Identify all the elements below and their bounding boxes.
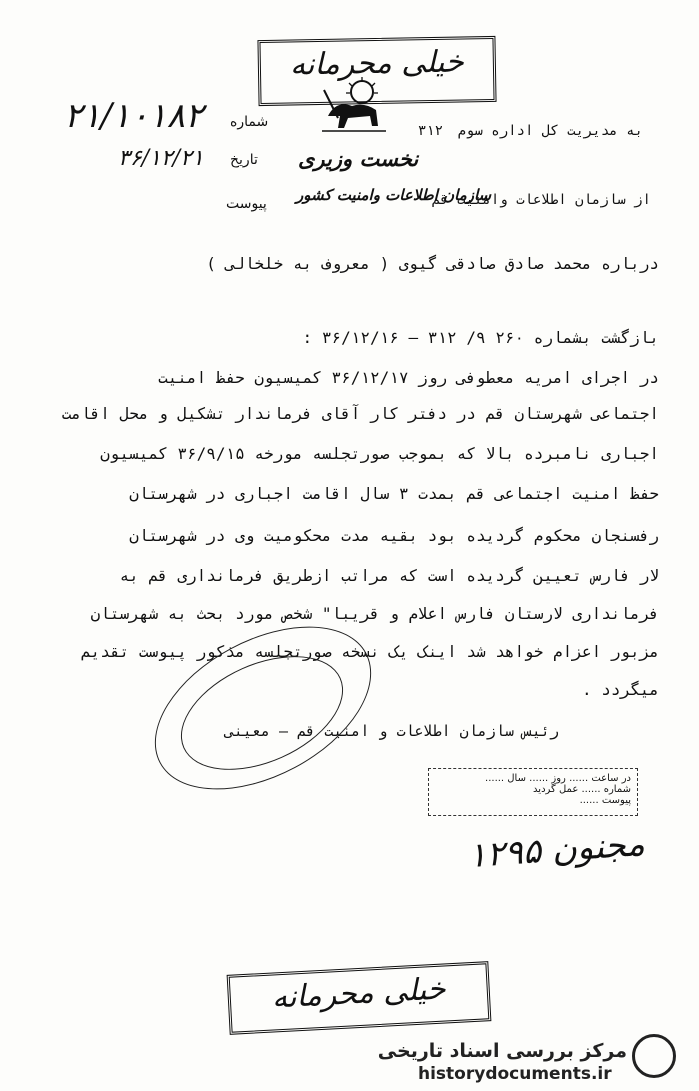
- classification-stamp-top-text: خیلی محرمانه: [289, 44, 465, 83]
- received-stamp: [428, 768, 638, 816]
- body-line-2: در اجرای امریه معطوفی روز ۳۶/۱۲/۱۷ کمیسیون حفظ امنیت: [158, 368, 659, 387]
- office-name-handwritten: نخست وزیری: [298, 146, 419, 171]
- attachment-label: پیوست: [226, 196, 267, 212]
- recipient-line: [418, 123, 643, 139]
- date-label: تاریخ: [230, 152, 258, 168]
- to-number: ۳۱۲: [417, 123, 444, 139]
- watermark-title: مرکز بررسی اسناد تاریخی: [377, 1040, 627, 1062]
- lion-and-sun-emblem-icon: [318, 76, 390, 134]
- org-name-stamp: سازمان اطلاعات وامنیت کشور: [296, 186, 492, 204]
- body-line-3: اجتماعی شهرستان قم در دفتر کار آقای فرماندار تشکیل و محل اقامت: [61, 404, 659, 423]
- received-stamp-line-1: در ساعت ...... روز ...... سال ......: [485, 773, 631, 784]
- body-line-5: حفظ امنیت اجتماعی قم بمدت ۳ سال اقامت اجباری در شهرستان: [129, 484, 659, 503]
- classification-stamp-bottom-text: خیلی محرمانه: [271, 971, 447, 1016]
- body-line-8: فرمانداری لارستان فارس اعلام و قریبا" شخص مورد بحث به شهرستان: [90, 604, 659, 623]
- body-line-10: میگردد .: [581, 680, 659, 699]
- letter-number: ۲۱/۱۰۱۸۲: [64, 96, 204, 136]
- body-line-9: مزبور اعزام خواهد شد اینک یک نسخه صورتجلسه مذکور پیوست تقدیم: [81, 642, 659, 661]
- body-line-1: بازگشت بشماره ۲۶۰ ۹/ ۳۱۲ – ۳۶/۱۲/۱۶ :: [302, 328, 659, 347]
- handwritten-note: ۱۲۹۵ مجنون: [466, 823, 646, 877]
- classification-stamp-bottom: [227, 961, 492, 1035]
- signature-title: رئیس سازمان اطلاعات و امنیت قم – معینی: [224, 722, 559, 740]
- received-stamp-line-3: پیوست ......: [579, 795, 631, 806]
- to-label: به مدیریت کل اداره سوم: [457, 123, 643, 139]
- body-line-4: اجباری نامبرده بالا که بموجب صورتجلسه مورخه ۳۶/۹/۱۵ کمیسیون: [100, 444, 659, 463]
- body-line-6: رفسنجان محکوم گردیده بود بقیه مدت محکومیت وی در شهرستان: [129, 526, 659, 545]
- from-label: از سازمان اطلاعات وامنیت قم: [431, 192, 651, 208]
- subject-line: درباره محمد صادق صادقی گیوی ( معروف به خلخالی ): [206, 254, 659, 273]
- watermark-url: historydocuments.ir: [418, 1064, 612, 1084]
- history-documents-logo-icon: [632, 1034, 676, 1078]
- received-stamp-line-2: شماره ...... عمل گردید: [533, 784, 631, 795]
- letter-date: ۳۶/۱۲/۲۱: [118, 146, 204, 171]
- body-line-7: لار فارس تعیین گردیده است که مراتب ازطریق فرمانداری قم به: [119, 566, 659, 585]
- number-label: شماره: [230, 114, 269, 130]
